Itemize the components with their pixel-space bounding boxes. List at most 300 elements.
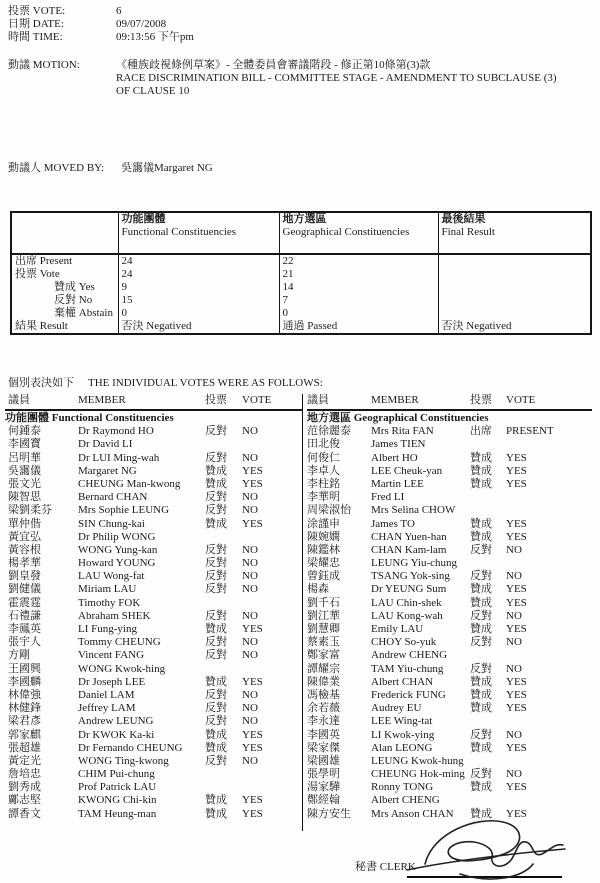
member-name-en: Andrew CHENG [371,649,448,662]
member-name-en: Timothy FOK [78,596,141,609]
member-vote-en: NO [506,609,522,622]
member-name-en: LEE Cheuk-yan [371,464,443,477]
member-zh-header: 議員 [8,394,30,406]
member-vote-row [5,676,302,689]
member-vote-en: YES [242,517,263,530]
member-vote-en: YES [506,807,527,820]
member-vote-zh: 反對 [470,636,492,649]
member-name-en: CHAN Kam-lam [371,543,447,556]
member-name-en: Abraham SHEK [78,609,151,622]
member-vote-row [307,531,592,544]
member-vote-en [506,438,592,451]
member-name-zh: 李國寶 [8,438,41,451]
motion-title-en-line2: OF CLAUSE 10 [116,85,190,97]
member-name-en: CHEUNG Hok-ming [371,768,465,781]
member-vote-zh: 反對 [205,543,227,556]
member-vote-zh: 贊成 [470,517,492,530]
member-vote-en: NO [242,543,258,556]
member-vote-row [307,610,592,623]
vote-table-geographical [302,394,592,831]
summary-col-functional [118,212,279,254]
individual-votes-title-en: THE INDIVIDUAL VOTES WERE AS FOLLOWS: [88,377,323,389]
individual-votes-title-zh: 個別表決如下 [8,377,74,389]
member-name-zh: 涂謹申 [307,517,340,530]
member-vote-row [307,702,592,715]
member-name-zh: 石禮謙 [8,609,41,622]
member-name-en: Andrew LEUNG [78,715,154,728]
member-vote-zh: 反對 [205,754,227,767]
member-vote-row [307,623,592,636]
member-name-en: Frederick FUNG [371,688,446,701]
member-name-en: Margaret NG [78,464,137,477]
member-vote-zh: 反對 [205,504,227,517]
member-vote-zh: 贊成 [205,741,227,754]
member-name-zh: 梁國雄 [307,754,340,767]
motion-label: 動議 MOTION: [8,59,80,71]
member-name-zh: 張文光 [8,477,41,490]
member-vote-zh: 贊成 [470,688,492,701]
member-name-zh: 劉皇發 [8,570,41,583]
member-vote-zh: 贊成 [470,781,492,794]
member-name-en: LI Fung-ying [78,623,137,635]
member-vote-row [307,465,592,478]
vote-summary-table [10,211,592,335]
member-name-zh: 譚香文 [8,807,41,820]
header-field-vote [8,5,592,18]
member-vote-en: YES [506,517,527,530]
member-vote-row [5,557,302,570]
member-vote-en: NO [242,715,258,728]
member-en-header: MEMBER [371,394,419,406]
member-name-en: LEE Wing-tat [371,715,433,728]
member-vote-zh: 贊成 [470,807,492,820]
member-vote-row [5,425,302,438]
member-vote-row [307,794,592,807]
member-vote-zh [205,531,242,544]
member-vote-en [242,768,302,781]
member-name-zh: 何俊仁 [307,451,340,464]
member-vote-en: NO [242,491,258,504]
member-vote-zh [470,438,506,451]
member-name-zh: 梁劉柔芬 [8,504,52,517]
member-name-en: WONG Yung-kan [78,543,158,556]
member-vote-row [5,663,302,676]
member-vote-zh: 反對 [205,557,227,570]
member-name-zh: 李國麟 [8,675,41,688]
member-name-en: Tommy CHEUNG [78,636,161,649]
header-field-date [8,18,592,31]
member-name-en: Ronny TONG [371,781,434,794]
member-vote-zh: 反對 [205,702,227,715]
member-vote-en: YES [242,741,263,754]
member-name-zh: 陳鑑林 [307,543,340,556]
member-name-zh: 楊孝華 [8,557,41,570]
member-vote-zh: 贊成 [470,530,492,543]
member-vote-row [5,491,302,504]
member-name-zh: 劉健儀 [8,583,41,596]
member-vote-en: YES [506,477,527,490]
member-name-en: Mrs Sophie LEUNG [78,504,170,517]
member-vote-zh: 贊成 [470,477,492,490]
member-vote-zh: 反對 [205,491,227,504]
gc-vote: 21 [279,268,438,281]
member-name-zh: 黃宜弘 [8,530,41,543]
functional-rows [5,425,302,821]
member-vote-row [307,755,592,768]
member-name-zh: 湯家驊 [307,781,340,794]
member-vote-en: NO [506,543,522,556]
member-name-en: Miriam LAU [78,583,137,596]
member-vote-row [307,636,592,649]
member-vote-row [5,729,302,742]
geographical-header-en: Geographical Constituencies [282,226,410,238]
member-vote-zh: 贊成 [205,464,227,477]
geographical-section-title: 地方選區 Geographical Constituencies [307,412,489,424]
member-vote-row [307,742,592,755]
member-vote-zh: 贊成 [205,794,227,807]
member-vote-zh: 贊成 [205,728,227,741]
fr-vote [438,268,591,281]
member-vote-row [307,491,592,504]
member-vote-row [5,531,302,544]
member-vote-zh: 贊成 [470,451,492,464]
member-vote-en: NO [242,583,258,596]
member-vote-en: YES [506,596,527,609]
member-vote-row [5,742,302,755]
summary-row-no [11,294,591,307]
member-name-zh: 王國興 [8,662,41,675]
vote-zh-header: 投票 [470,394,492,406]
member-name-zh: 張超雄 [8,741,41,754]
final-result-header-en: Final Result [441,226,495,238]
member-vote-en: NO [506,636,522,649]
member-vote-row [5,504,302,517]
member-name-en: Vincent FANG [78,649,145,662]
vote-number-value: 6 [116,5,122,17]
gc-present: 22 [279,254,438,268]
member-vote-row [5,781,302,794]
member-vote-en [242,597,302,610]
geographical-rows [307,425,592,821]
member-name-zh: 郭家麒 [8,728,41,741]
member-vote-en: NO [242,649,258,662]
member-vote-zh [470,715,506,728]
vote-table-functional [5,394,302,831]
member-name-zh: 吳靄儀 [8,464,41,477]
member-vote-row [307,478,592,491]
summary-row-vote [11,268,591,281]
member-name-zh: 李柱銘 [307,477,340,490]
member-name-zh: 黃定光 [8,754,41,767]
member-vote-en: NO [242,570,258,583]
member-vote-en: YES [242,807,263,820]
member-name-zh: 陳婉嫻 [307,530,340,543]
member-vote-row [5,755,302,768]
member-name-en: Dr Fernando CHEUNG [78,741,183,754]
member-vote-en: YES [506,781,527,794]
member-name-en: LAU Chin-shek [371,596,442,609]
individual-votes-title [8,377,323,390]
member-vote-row [307,689,592,702]
fc-no: 15 [118,294,279,307]
member-vote-en: NO [242,504,258,517]
member-zh-header: 議員 [307,394,329,406]
functional-header-en: Functional Constituencies [121,226,237,238]
member-name-en: CHOY So-yuk [371,636,437,649]
member-name-en: Daniel LAM [78,688,135,701]
final-result-header-zh: 最後結果 [441,213,486,225]
member-vote-row [307,452,592,465]
summary-col-geographical [279,212,438,254]
member-vote-row [307,438,592,451]
member-vote-row [5,570,302,583]
member-vote-zh: 贊成 [470,583,492,596]
motion-title-en-line1: RACE DISCRIMINATION BILL - COMMITTEE STAGE - AMENDMENT TO SUBCLAUSE (3) [116,72,557,84]
member-name-en: LEUNG Kwok-hung [371,754,464,767]
member-vote-en [506,491,592,504]
member-vote-zh: 贊成 [205,477,227,490]
member-vote-zh [470,649,506,662]
clerk-label: 秘書 CLERK [355,861,416,873]
summary-corner-cell [11,212,118,254]
member-vote-zh: 反對 [470,609,492,622]
member-vote-en: NO [242,702,258,715]
member-name-zh: 林偉強 [8,688,41,701]
fr-no [438,294,591,307]
member-vote-en [506,715,592,728]
member-name-en: Dr LUI Ming-wah [78,451,160,464]
functional-section-title: 功能團體 Functional Constituencies [5,412,174,424]
member-vote-row [307,663,592,676]
member-vote-en [506,504,592,517]
row-label: 結果 Result [15,320,68,332]
member-name-zh: 曾鈺成 [307,570,340,583]
member-vote-row [5,452,302,465]
member-vote-en [242,781,302,794]
member-vote-en: YES [242,623,263,635]
vote-table-header [5,394,302,411]
time-label: 時間 TIME: [8,31,63,43]
member-vote-row [5,478,302,491]
member-vote-row [307,768,592,781]
member-vote-zh [470,557,506,570]
header-field-time [8,31,592,44]
member-vote-zh: 贊成 [205,517,227,530]
member-name-en: Audrey EU [371,702,422,715]
gc-yes: 14 [279,281,438,294]
member-vote-en: NO [506,570,522,583]
member-vote-zh [470,794,506,807]
member-name-zh: 譚耀宗 [307,662,340,675]
vote-number-label: 投票 VOTE: [8,5,66,17]
member-name-zh: 林健鋒 [8,702,41,715]
member-vote-row [5,438,302,451]
fc-present: 24 [118,254,279,268]
member-name-zh: 李華明 [307,491,340,504]
member-vote-row [307,715,592,728]
member-vote-zh: 反對 [205,649,227,662]
member-name-zh: 馮檢基 [307,688,340,701]
member-name-zh: 鄺志堅 [8,794,41,807]
summary-row-result [11,320,591,334]
member-name-en: Dr David LI [78,438,133,451]
member-name-zh: 梁家傑 [307,741,340,754]
member-name-zh: 鄭家富 [307,649,340,662]
member-vote-row [307,557,592,570]
member-vote-en: NO [506,768,522,781]
member-name-zh: 陳偉業 [307,675,340,688]
member-vote-en [242,663,302,676]
summary-row-yes [11,281,591,294]
member-vote-zh [470,491,506,504]
row-label: 贊成 Yes [54,281,95,293]
member-name-en: Emily LAU [371,623,424,635]
member-vote-zh [205,438,242,451]
member-name-en: Mrs Rita FAN [371,425,434,438]
member-vote-row [5,702,302,715]
member-name-en: Mrs Selina CHOW [371,504,456,517]
member-vote-zh: 反對 [470,728,492,741]
member-vote-en: YES [242,675,263,688]
member-vote-zh [205,768,242,781]
member-name-zh: 何鍾泰 [8,425,41,438]
member-name-en: Dr KWOK Ka-ki [78,728,155,741]
member-vote-zh: 贊成 [470,702,492,715]
member-vote-en: YES [506,583,527,596]
member-vote-en: NO [242,425,258,438]
member-vote-en: NO [242,557,258,570]
member-name-en: TAM Heung-man [78,807,157,820]
member-vote-en: NO [506,662,522,675]
member-vote-en: NO [242,754,258,767]
member-vote-row [5,623,302,636]
row-label: 出席 Present [15,255,73,267]
member-vote-zh: 贊成 [470,741,492,754]
member-name-zh: 梁耀忠 [307,557,340,570]
member-name-zh: 劉千石 [307,596,340,609]
summary-col-final-result [438,212,591,254]
member-vote-row [307,425,592,438]
member-vote-en: YES [242,794,263,807]
member-name-en: LAU Wong-fat [78,570,145,583]
member-vote-zh: 反對 [205,688,227,701]
member-vote-row [5,465,302,478]
member-name-zh: 詹培忠 [8,768,41,781]
fr-present [438,254,591,268]
member-vote-en: YES [506,530,527,543]
member-vote-en [242,438,302,451]
member-name-zh: 黃容根 [8,543,41,556]
member-vote-en: NO [506,728,522,741]
member-name-zh: 李卓人 [307,464,340,477]
document-header [8,5,592,44]
member-name-zh: 陳方安生 [307,807,351,820]
fr-abstain [438,307,591,320]
member-vote-en [506,649,592,662]
member-name-zh: 呂明華 [8,451,41,464]
member-name-en: LAU Kong-wah [371,609,443,622]
member-vote-zh: 贊成 [470,675,492,688]
member-name-en: CHEUNG Man-kwong [78,477,181,490]
member-name-en: LEUNG Yiu-chung [371,557,458,570]
member-vote-row [307,504,592,517]
signature-scribble-icon [405,814,570,880]
member-vote-en: YES [506,464,527,477]
member-name-zh: 霍震霆 [8,596,41,609]
member-vote-row [307,781,592,794]
member-name-zh: 單仲偕 [8,517,41,530]
vote-en-header: VOTE [242,394,272,406]
fc-vote: 24 [118,268,279,281]
member-name-zh: 張宇人 [8,636,41,649]
fr-result: 否決 Negatived [438,320,591,334]
moved-by-value: 吳靄儀Margaret NG [121,162,213,174]
gc-abstain: 0 [279,307,438,320]
member-name-en: Dr Joseph LEE [78,675,146,688]
member-vote-row [307,597,592,610]
individual-votes-section [5,394,592,831]
member-name-zh: 李鳳英 [8,623,41,635]
vote-table-header [307,394,592,411]
member-name-en: CHAN Yuen-han [371,530,447,543]
member-vote-en: YES [506,702,527,715]
member-vote-zh [205,663,242,676]
member-vote-zh [470,504,506,517]
date-label: 日期 DATE: [8,18,64,30]
member-vote-row [5,610,302,623]
member-name-en: WONG Kwok-hing [78,662,166,675]
member-name-zh: 李永達 [307,715,340,728]
member-vote-row [307,676,592,689]
member-name-zh: 楊森 [307,583,329,596]
member-vote-en: PRESENT [506,425,554,438]
member-name-en: Dr YEUNG Sum [371,583,447,596]
geographical-header-zh: 地方選區 [282,213,327,225]
member-vote-zh [470,755,506,768]
member-name-zh: 劉慧卿 [307,623,340,635]
member-vote-en: YES [506,741,527,754]
member-name-zh: 張學明 [307,768,340,781]
member-vote-zh: 贊成 [205,675,227,688]
member-name-en: Dr Philip WONG [78,530,156,543]
member-name-en: Jeffrey LAM [78,702,136,715]
member-vote-zh: 反對 [470,662,492,675]
member-name-zh: 李國英 [307,728,340,741]
member-vote-row [307,570,592,583]
member-vote-row [5,794,302,807]
fc-abstain: 0 [118,307,279,320]
member-name-en: Alan LEONG [371,741,433,754]
member-vote-row [5,636,302,649]
moved-by-block [8,162,213,175]
gc-result: 通過 Passed [279,320,438,334]
member-vote-row [307,518,592,531]
member-vote-row [307,649,592,662]
member-vote-en [506,755,592,768]
member-vote-en: NO [242,636,258,649]
member-vote-en [506,794,592,807]
fr-yes [438,281,591,294]
vote-en-header: VOTE [506,394,536,406]
member-vote-row [5,689,302,702]
member-name-en: LI Kwok-ying [371,728,435,741]
gc-no: 7 [279,294,438,307]
summary-header-row [11,212,591,254]
member-name-en: Mrs Anson CHAN [371,807,454,820]
summary-row-abstain [11,307,591,320]
motion-title-zh: 《種族歧視條例草案》- 全體委員會審議階段 - 修正第10條第(3)款 [116,59,431,71]
member-name-en: Albert CHENG [371,794,440,807]
